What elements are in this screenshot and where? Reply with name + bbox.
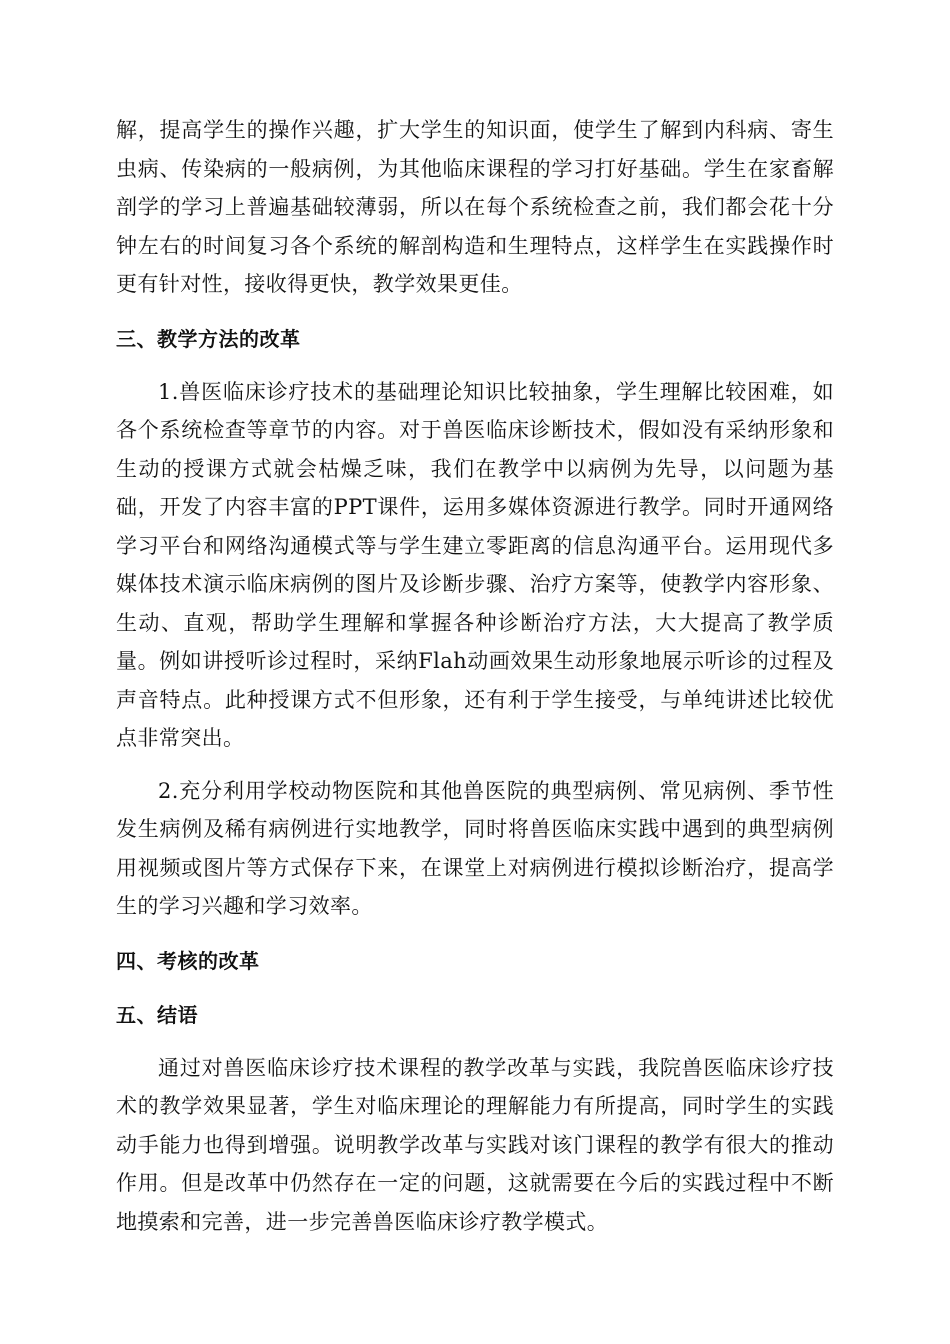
document-page: [116, 111, 834, 1241]
intro-paragraph: 解，提高学生的操作兴趣，扩大学生的知识面，使学生了解到内科病、寄生虫病、传染病的一般病例，为其他临床课程的学习打好基础。学生在家畜解剖学的学习上普遍基础较薄弱，所以在每个系统检查之前，我们都会花十分钟左右的时间复习各个系统的解剖构造和生理特点，这样学生在实践操作时更有针对性，接收得更快，教学效果更佳。: [116, 118, 834, 296]
section-heading-conclusion: 五、结语: [116, 1002, 198, 1027]
section-heading-assessment: 四、考核的改革: [116, 948, 260, 973]
method-paragraph-1: 1.兽医临床诊疗技术的基础理论知识比较抽象，学生理解比较困难，如各个系统检查等章节的内容。对于兽医临床诊断技术，假如没有采纳形象和生动的授课方式就会枯燥乏味，我们在教学中以病例为先导，以问题为基础，开发了内容丰富的PPT课件，运用多媒体资源进行教学。同时开通网络学习平台和网络沟通模式等与学生建立零距离的信息沟通平台。运用现代多媒体技术演示临床病例的图片及诊断步骤、治疗方案等，使教学内容形象、生动、直观，帮助学生理解和掌握各种诊断治疗方法，大大提高了教学质量。例如讲授听诊过程时，采纳Flah动画效果生动形象地展示听诊的过程及声音特点。此种授课方式不但形象，还有利于学生接受，与单纯讲述比较优点非常突出。: [116, 379, 834, 750]
section-heading-teaching-method: 三、教学方法的改革: [116, 326, 301, 351]
method-paragraph-2: 2.充分利用学校动物医院和其他兽医院的典型病例、常见病例、季节性发生病例及稀有病例进行实地教学，同时将兽医临床实践中遇到的典型病例用视频或图片等方式保存下来，在课堂上对病例进行模拟诊断治疗，提高学生的学习兴趣和学习效率。: [116, 778, 834, 918]
conclusion-paragraph: 通过对兽医临床诊疗技术课程的教学改革与实践，我院兽医临床诊疗技术的教学效果显著，学生对临床理论的理解能力有所提高，同时学生的实践动手能力也得到增强。说明教学改革与实践对该门课程的教学有很大的推动作用。但是改革中仍然存在一定的问题，这就需要在今后的实践过程中不断地摸索和完善，进一步完善兽医临床诊疗教学模式。: [116, 1055, 834, 1234]
